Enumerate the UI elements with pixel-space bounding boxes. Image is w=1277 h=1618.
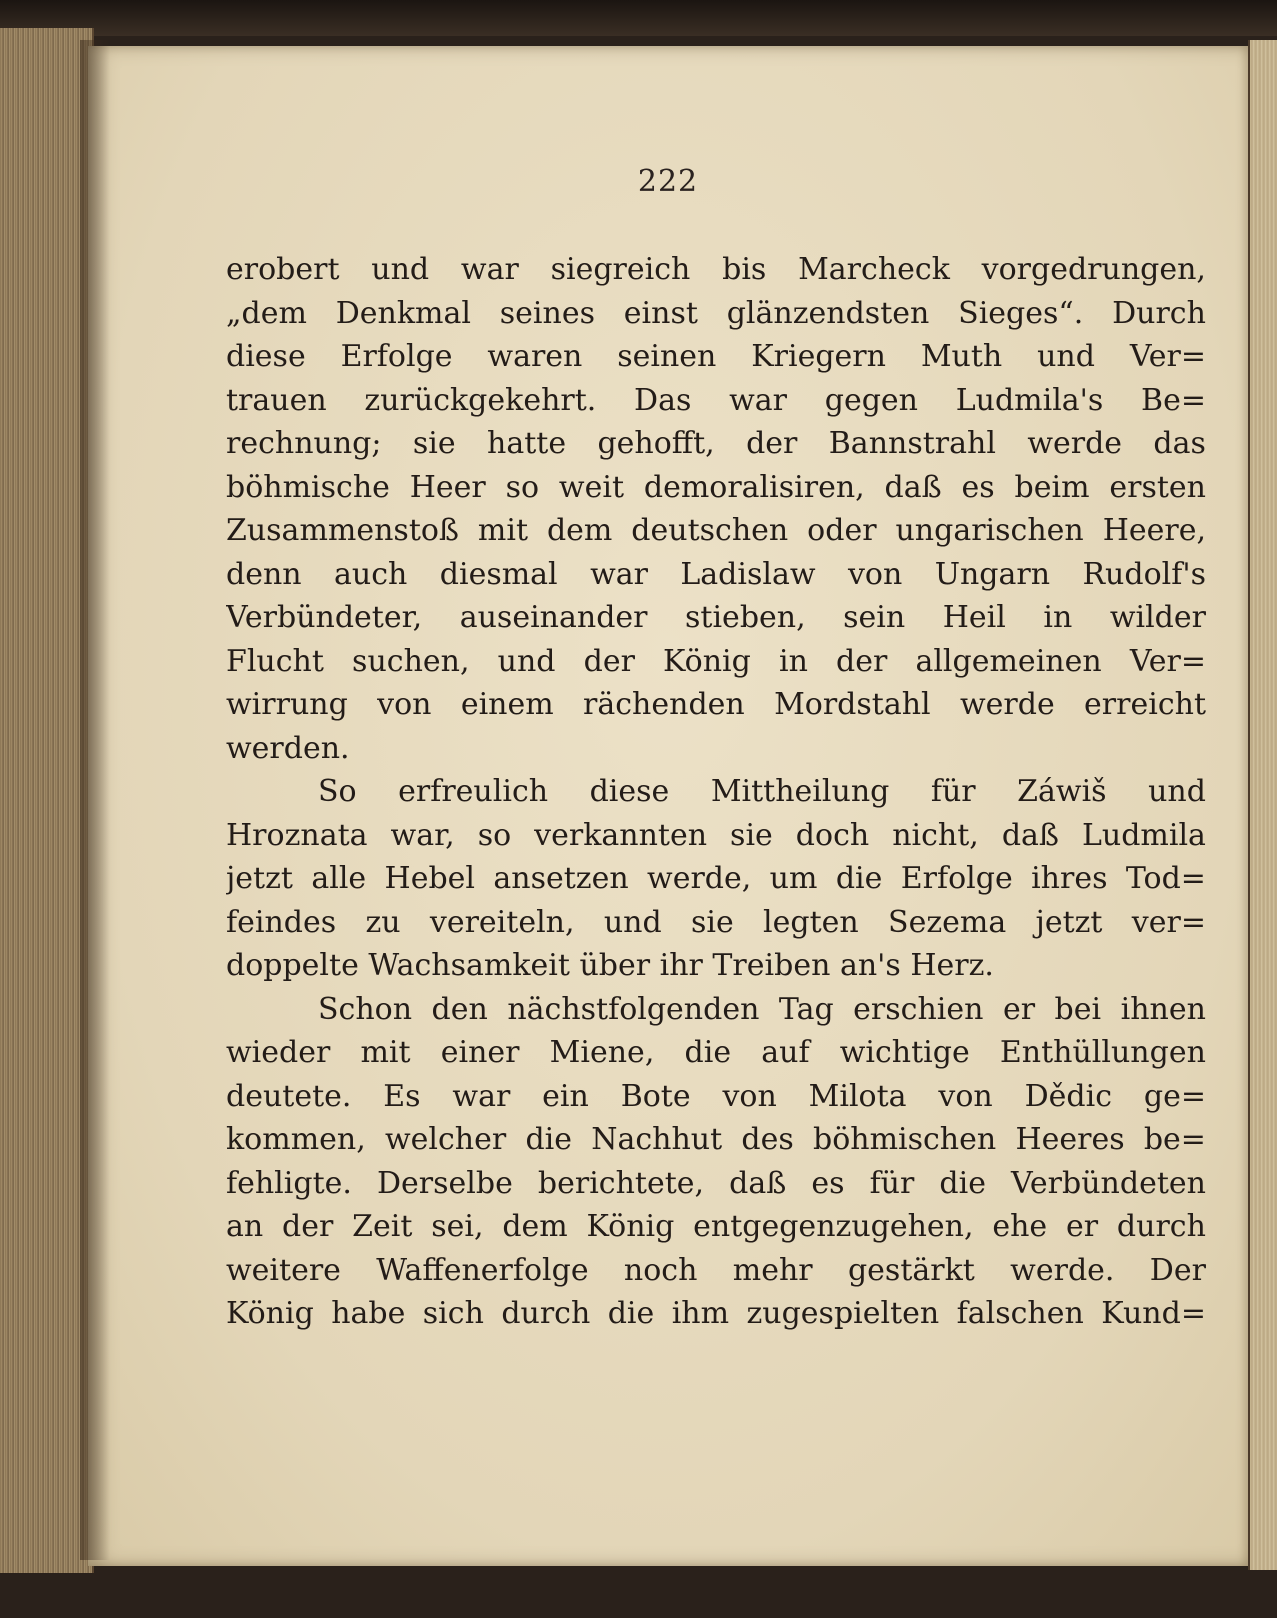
text-line: jetzt alle Hebel ansetzen werde, um die Erfolge ihres Tod= xyxy=(226,861,1206,896)
text-line: So erfreulich diese Mittheilung für Záwiš und xyxy=(318,774,1206,809)
text-line: an der Zeit sei, dem König entgegenzugehen, ehe er durch xyxy=(226,1209,1206,1244)
text-line: Flucht suchen, und der König in der allgemeinen Ver= xyxy=(226,643,1206,679)
text-line: werden. xyxy=(226,730,350,766)
page-number: 222 xyxy=(637,164,699,199)
text-line: „dem Denkmal seines einst glänzendsten Sieges“. Durch xyxy=(226,295,1206,331)
text-line: Hroznata war, so verkannten sie doch nicht, daß Ludmila xyxy=(226,817,1206,853)
text-line: fehligte. Derselbe berichtete, daß es für die Verbündeten xyxy=(226,1165,1206,1201)
text-line: Verbündeter, auseinander stieben, sein Heil in wilder xyxy=(226,600,1206,635)
spine-shadow xyxy=(80,40,110,1560)
text-line: trauen zurückgekehrt. Das war gegen Ludmila's Be= xyxy=(226,382,1206,418)
text-line: weitere Waffenerfolge noch mehr gestärkt werde. Der xyxy=(226,1252,1206,1288)
text-line: böhmische Heer so weit demoralisiren, daß es beim ersten xyxy=(226,469,1206,505)
book-page-edges-right xyxy=(1248,40,1277,1570)
book-page xyxy=(88,46,1248,1566)
text-line: erobert und war siegreich bis Marcheck vorgedrungen, xyxy=(226,252,1206,287)
text-line: König habe sich durch die ihm zugespielten falschen Kund= xyxy=(226,1296,1206,1331)
text-line: rechnung; sie hatte gehofft, der Bannstrahl werde das xyxy=(226,426,1206,461)
body-text xyxy=(226,248,1206,1336)
text-line: kommen, welcher die Nachhut des böhmischen Heeres be= xyxy=(226,1122,1206,1157)
text-line: diese Erfolge waren seinen Kriegern Muth und Ver= xyxy=(226,339,1206,374)
text-line: Zusammenstoß mit dem deutschen oder ungarischen Heere, xyxy=(226,513,1206,548)
text-line: deutete. Es war ein Bote von Milota von Dědic ge= xyxy=(226,1078,1206,1114)
text-line: wirrung von einem rächenden Mordstahl werde erreicht xyxy=(226,687,1206,722)
scan-background-top xyxy=(0,0,1277,36)
text-line: denn auch diesmal war Ladislaw von Ungarn Rudolf's xyxy=(226,556,1206,592)
text-line: feindes zu vereiteln, und sie legten Sezema jetzt ver= xyxy=(226,904,1206,940)
text-line: Schon den nächstfolgenden Tag erschien er bei ihnen xyxy=(318,991,1206,1027)
text-line: wieder mit einer Miene, die auf wichtige Enthüllungen xyxy=(226,1035,1206,1070)
text-line: doppelte Wachsamkeit über ihr Treiben an's Herz. xyxy=(226,948,994,983)
